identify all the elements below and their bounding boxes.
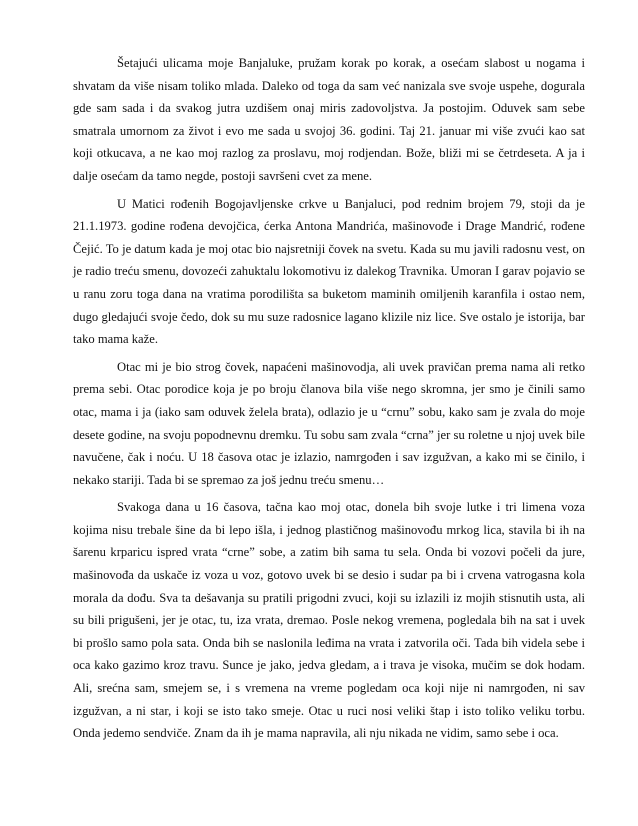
paragraph-1: Šetajući ulicama moje Banjaluke, pružam korak po korak, a osećam slabost u nogama i shvatam da više nisam toliko mlada. Daleko od toga da sam već nanizala sve svoje uspehe, dogurala gde sam sada i da svakog jutra uzdišem onaj miris zadovoljstva. Ja postojim. Oduvek sam sebe smatrala umornom za život i evo me sada u svojoj 36. godini. Taj 21. januar mi više zvući kao sat koji otkucava, a ne kao moj razlog za proslavu, moj rodjendan. Bože, bliži mi se četrdeseta. A ja i dalje osećam da tamo negde, postoji savršeni cvet za mene. — [73, 56, 585, 183]
paragraph-3: Otac mi je bio strog čovek, napaćeni mašinovodja, ali uvek pravičan prema nama ali retko prema sebi. Otac porodice koja je po broju članova bila više nego skromna, jer smo je činili samo otac, mama i ja (iako sam oduvek želela brata), odlazio je u “crnu” sobu, kako sam je zvala do moje desete godine, na svoju popodnevnu dremku. Tu sobu sam zvala “crna” jer su roletne u njoj uvek bile navučene, čak i noću. U 18 časova otac je izlazio, namrgođen i sav izgužvan, a kako mi se činilo, i nekako stariji. Tada bi se spremao za još jednu treću smenu… — [73, 359, 585, 487]
paragraph-2: U Matici rođenih Bogojavljenske crkve u Banjaluci, pod rednim brojem 79, stoji da je 21.1.1973. godine rođena devojčica, ćerka Antona Mandrića, mašinovođe i Drage Mandrić, rođene Čejić. To je datum kada je moj otac bio najsretniji čovek na svetu. Kada su mu javili radosnu vest, on je radio treću smenu, dovozeći zahuktalu lokomotivu iz dalekog Travnika. Umoran I garav pojavio se u ranu zoru toga dana na vratima porodilišta sa buketom maminih omiljenih karanfila i ostao nem, dugo gledajući svoje čedo, dok su mu suze radosnice lagano klizile niz lice. Sve ostalo je istorija, bar tako mama kaže. — [73, 196, 585, 347]
paragraph-4: Svakoga dana u 16 časova, tačna kao moj otac, donela bih svoje lutke i tri limena voza kojima nisu trebale šine da bi lepo išla, i jednog plastičnog mašinovođu mrkog lica, stavila bi ih na šarenu krparicu ispred vrata “crne” sobe, a zatim bih sama tu sela. Onda bi vozovi počeli da jure, mašinovođa da uskače iz voza u voz, gotovo uvek bi se desio i sudar pa bi i crvena vatrogasna kola morala da dođu. Sva ta dešavanja su pratili prigodni zvuci, koji su izlazili iz mojih stisnutih usta, ali su bili prigušeni, jer je otac, tu, iza vrata, dremao. Posle nekog vremena, pogledala bih na sat i uvek bi prošlo samo pola sata. Onda bih se naslonila leđima na vrata i zatvorila oči. Tada bih videla sebe i oca kako gazimo kroz travu. Sunce je jako, jedva gledam, a i trava je visoka, mučim se dok hodam. Ali, srećna sam, smejem se, i s vremena na vreme pogledam oca koji nije ni namrgođen, ni sav izgužvan, a ni star, i koji se isto tako smeje. Otac u ruci nosi veliki štap i isto toliko veliku torbu. Onda jedemo sendviče. Znam da ih je mama napravila, ali nju nikada ne vidim, samo sebe i oca. — [73, 500, 585, 741]
document-page — [73, 52, 585, 750]
